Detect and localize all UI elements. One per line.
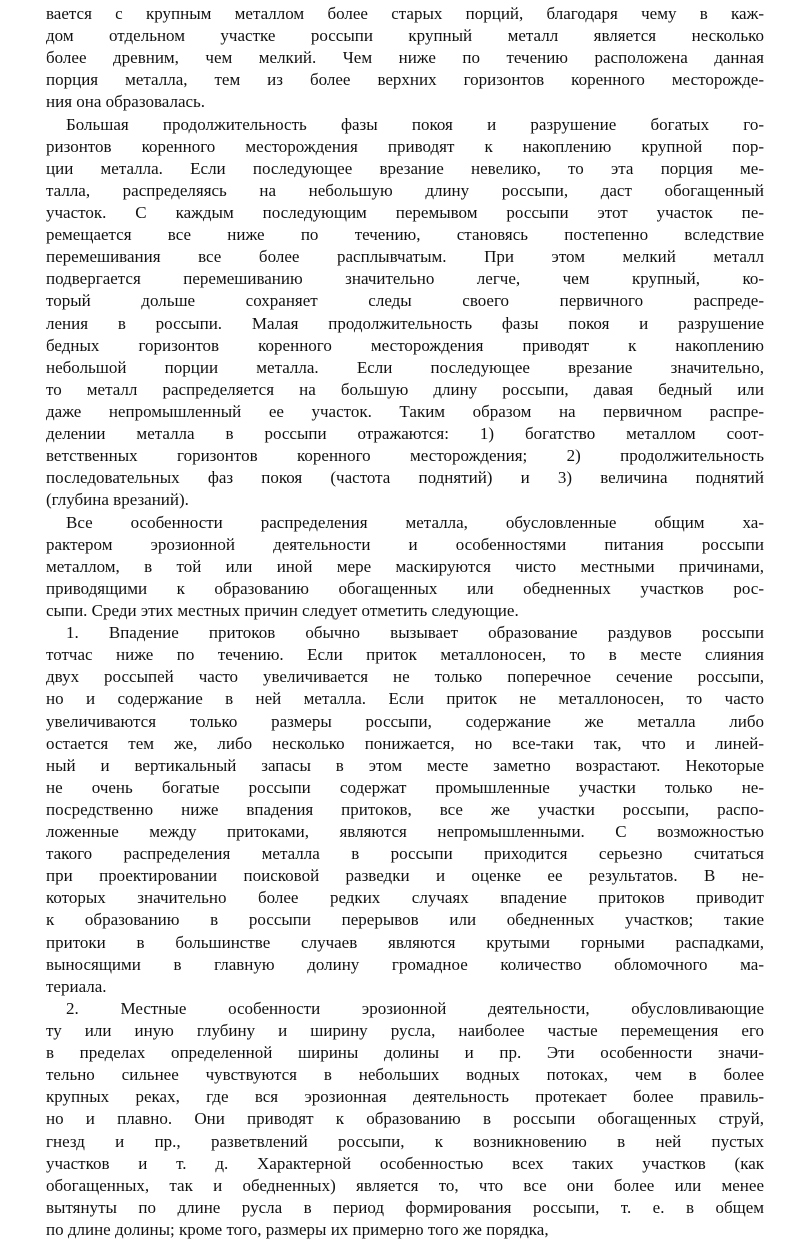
paragraph [46, 3, 764, 114]
text-line: вытянуты по длине русла в период формирования россыпи, т. е. в общем [46, 1197, 764, 1217]
text-line: подвергается перемешиванию значительно легче, чем крупный, ко- [46, 269, 764, 289]
text-line: делении металла в россыпи отражаются: 1) богатство металлом соот- [46, 424, 764, 444]
text-line: крупных реках, где вся эрозионная деятельность протекает более правиль- [46, 1087, 764, 1107]
text-line: такого распределения металла в россыпи приходится серьезно считаться [46, 844, 764, 864]
text-line: которых значительно более редких случаях впадение притоков приводит [46, 888, 764, 908]
text-line: но и содержание в ней металла. Если приток не металлоносен, то часто [46, 689, 764, 709]
text-line: ный и вертикальный запасы в этом месте заметно возрастают. Некоторые [46, 755, 764, 775]
text-line: рактером эрозионной деятельности и особенностями питания россыпи [46, 534, 764, 554]
text-line: тотчас ниже по течению. Если приток металлоносен, то в месте слияния [46, 645, 764, 665]
text-line: металлом, в той или иной мере маскируются чисто местными причинами, [46, 556, 764, 576]
text-line: ремещается все ниже по течению, становясь постепенно вследствие [46, 225, 764, 245]
text-line: участков и т. д. Характерной особенностью всех таких участков (как [46, 1153, 764, 1173]
text-line: притоки в большинстве случаев являются крутыми горными распадками, [46, 932, 764, 952]
text-line: ложенные между притоками, являются непромышленными. С возможностью [46, 822, 764, 842]
text-line: к образованию в россыпи перерывов или обедненных участков; такие [46, 910, 764, 930]
text-line: бедных горизонтов коренного месторождения приводят к накоплению [46, 335, 764, 355]
text-line: талла, распределяясь на небольшую длину россыпи, даст обогащенный [46, 180, 764, 200]
text-line: увеличиваются только размеры россыпи, содержание же металла либо [46, 711, 764, 731]
text-line: двух россыпей часто увеличивается не только поперечное сечение россыпи, [46, 667, 764, 687]
text-line: обогащенных, так и обедненных) является то, что все они более или менее [46, 1175, 764, 1195]
text-line: ветственных горизонтов коренного месторождения; 2) продолжительность [46, 446, 764, 466]
text-line: тельно сильнее чувствуются в небольших водных потоках, чем в более [46, 1065, 764, 1085]
paragraph [46, 622, 764, 998]
text-line: ления в россыпи. Малая продолжительность фазы покоя и разрушение [46, 313, 764, 333]
text-line: приводящими к образованию обогащенных или обедненных участков рос- [46, 578, 764, 598]
text-line: ризонтов коренного месторождения приводят к накоплению крупной пор- [46, 136, 764, 156]
text-line: ния она образовалась. [46, 92, 206, 112]
text-line: посредственно ниже впадения притоков, все же участки россыпи, распо- [46, 799, 764, 819]
text-line: 1. Впадение притоков обычно вызывает образование раздувов россыпи [66, 623, 764, 643]
text-line: но и плавно. Они приводят к образованию в россыпи обогащенных струй, [46, 1109, 764, 1129]
text-line: дом отдельном участке россыпи крупный металл является несколько [46, 26, 764, 46]
text-line: Большая продолжительность фазы покоя и разрушение богатых го- [66, 114, 764, 134]
text-line: небольшой порции металла. Если последующее врезание значительно, [46, 357, 764, 377]
text-line: остается тем же, либо несколько понижается, но все-таки так, что и линей- [46, 733, 764, 753]
text-line: выносящими в главную долину громадное количество обломочного ма- [46, 954, 764, 974]
text-line: порция металла, тем из более верхних горизонтов коренного месторожде- [46, 70, 764, 90]
text-line: не очень богатые россыпи содержат промышленные участки только не- [46, 777, 764, 797]
text-line: то металл распределяется на большую длину россыпи, давая бедный или [46, 379, 764, 399]
paragraph [46, 998, 764, 1241]
text-line: 2. Местные особенности эрозионной деятельности, обусловливающие [66, 998, 764, 1018]
paragraph [46, 512, 764, 623]
text-line: в пределах определенной ширины долины и пр. Эти особенности значи- [46, 1043, 764, 1063]
body-text [46, 3, 764, 1241]
text-line: (глубина врезаний). [46, 490, 189, 510]
text-line: териала. [46, 976, 107, 996]
paragraph [46, 114, 764, 512]
text-line: последовательных фаз покоя (частота поднятий) и 3) величина поднятий [46, 468, 764, 488]
text-line: торый дольше сохраняет следы своего первичного распреде- [46, 291, 764, 311]
text-line: участок. С каждым последующим перемывом россыпи этот участок пе- [46, 202, 764, 222]
text-line: сыпи. Среди этих местных причин следует отметить следующие. [46, 600, 519, 620]
text-line: гнезд и пр., разветвлений россыпи, к возникновению в ней пустых [46, 1131, 764, 1151]
text-line: при проектировании поисковой разведки и оценке ее результатов. В не- [46, 866, 764, 886]
text-line: более древним, чем мелкий. Чем ниже по течению расположена данная [46, 48, 764, 68]
text-line: ту или иную глубину и ширину русла, наиболее частые перемещения его [46, 1021, 764, 1041]
text-line: Все особенности распределения металла, обусловленные общим ха- [66, 512, 764, 532]
text-line: ции металла. Если последующее врезание невелико, то эта порция ме- [46, 158, 764, 178]
text-line: вается с крупным металлом более старых порций, благодаря чему в каж- [46, 4, 764, 23]
text-line: по длине долины; кроме того, размеры их примерно того же порядка, [46, 1220, 549, 1240]
text-line: перемешивания все более расплывчатым. При этом мелкий металл [46, 247, 764, 267]
text-line: даже непромышленный ее участок. Таким образом на первичном распре- [46, 401, 764, 421]
